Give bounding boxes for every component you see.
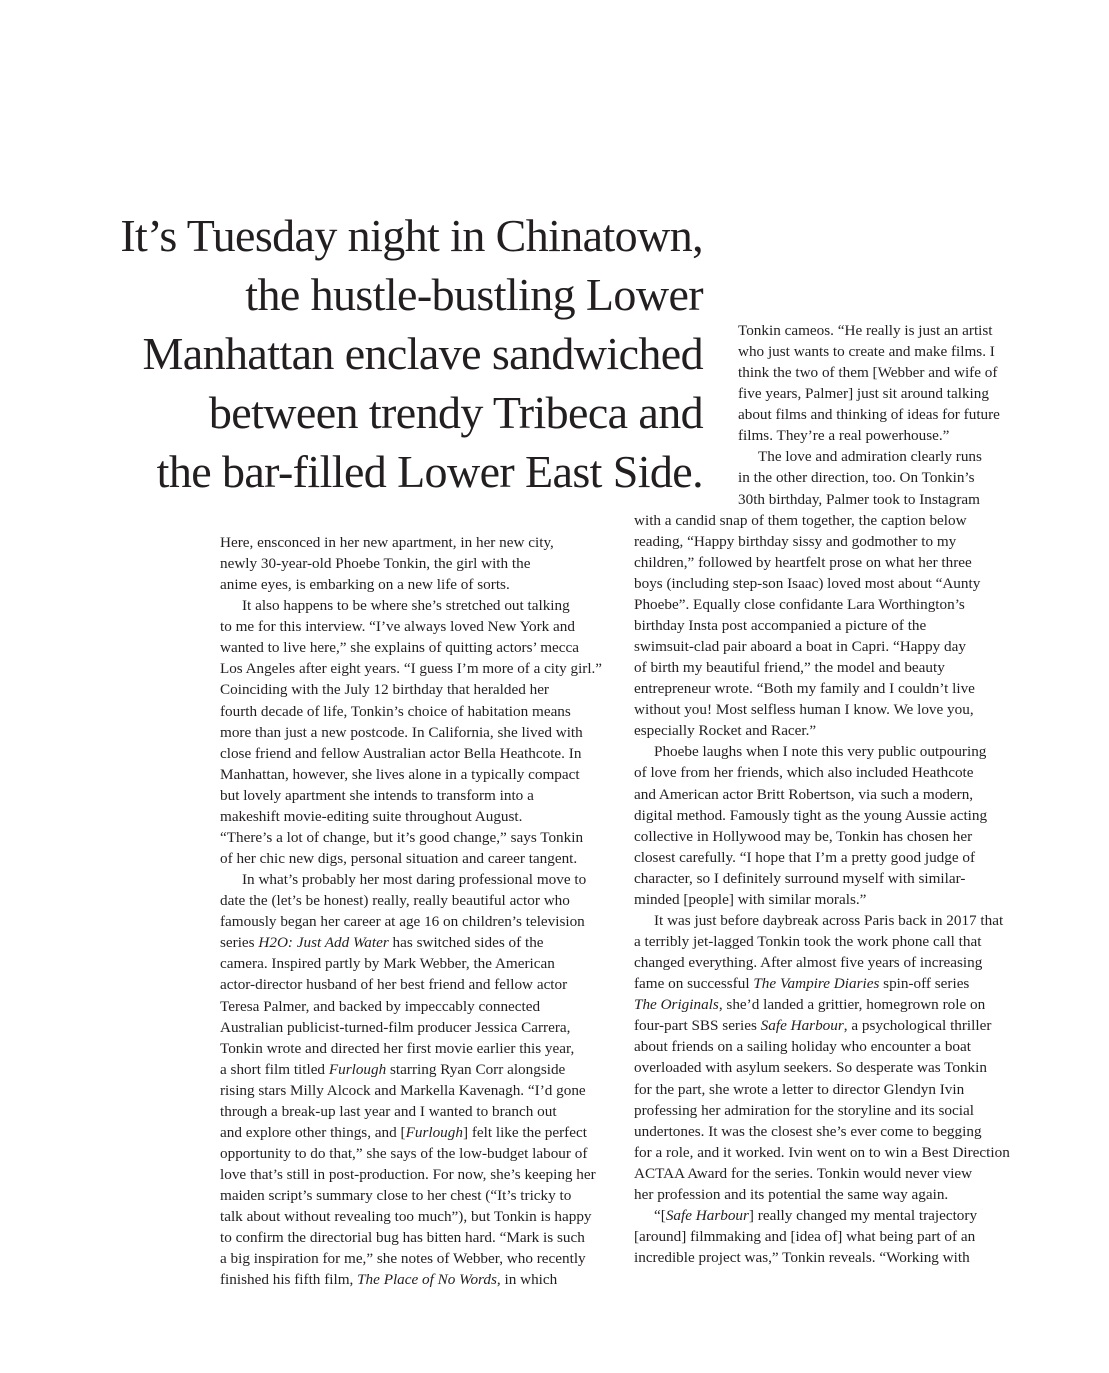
body-text-line: for the part, she wrote a letter to director Glendyn Ivin <box>634 1080 965 1098</box>
body-text-line: to confirm the directorial bug has bitten hard. “Mark is such <box>220 1229 585 1247</box>
body-text-line: Phoebe”. Equally close confidante Lara Worthington’s <box>634 595 965 613</box>
body-text-line: Here, ensconced in her new apartment, in her new city, <box>220 534 554 551</box>
body-text-line: to me for this interview. “I’ve always loved New York and <box>220 618 575 636</box>
body-text-line: for a role, and it worked. Ivin went on to win a Best Direction <box>634 1143 1010 1161</box>
headline-line: Manhattan enclave sandwiched <box>142 328 703 379</box>
headline-line: the hustle-bustling Lower <box>245 269 703 320</box>
body-text-line: closest carefully. “I hope that I’m a pretty good judge of <box>634 848 976 866</box>
body-text-line: It was just before daybreak across Paris back in 2017 that <box>654 911 1004 929</box>
body-text-line: opportunity to do that,” she says of the low-budget labour of <box>220 1145 588 1163</box>
body-text-line: undertones. It was the closest she’s ever come to begging <box>634 1122 982 1140</box>
body-text-line: [around] filmmaking and [idea of] what being part of an <box>634 1228 976 1245</box>
body-text-line: birthday Insta post accompanied a picture of the <box>634 616 927 634</box>
body-text-line: with a candid snap of them together, the caption below <box>634 511 967 529</box>
body-text-line: a terribly jet-lagged Tonkin took the work phone call that <box>634 933 982 951</box>
body-text-line: newly 30-year-old Phoebe Tonkin, the girl with the <box>220 555 531 573</box>
body-text-line: Coinciding with the July 12 birthday that heralded her <box>220 681 549 699</box>
body-text-line: close friend and fellow Australian actor Bella Heathcote. In <box>220 744 582 762</box>
body-text-line: Tonkin cameos. “He really is just an artist <box>738 322 993 339</box>
body-text-line: in the other direction, too. On Tonkin’s <box>738 469 975 487</box>
body-text-line: but lovely apartment she intends to transform into a <box>220 786 534 804</box>
headline-line: the bar-filled Lower East Side. <box>156 446 703 497</box>
body-text-line: through a break-up last year and I wanted to branch out <box>220 1102 557 1120</box>
body-text-line: about films and thinking of ideas for future <box>738 406 1000 424</box>
body-text-line: 30th birthday, Palmer took to Instagram <box>738 490 980 508</box>
body-text-line: a short film titled Furlough starring Ryan Corr alongside <box>220 1060 566 1078</box>
body-text-line: famously began her career at age 16 on children’s television <box>220 913 585 931</box>
body-text-line: swimsuit-clad pair aboard a boat in Capri. “Happy day <box>634 638 966 656</box>
body-text-line: In what’s probably her most daring professional move to <box>242 871 587 889</box>
body-text-line: think the two of them [Webber and wife of <box>738 364 998 382</box>
body-text-line: Tonkin wrote and directed her first movie earlier this year, <box>220 1039 575 1057</box>
body-text-line: fame on successful The Vampire Diaries spin-off series <box>634 975 970 993</box>
body-text-line: The love and admiration clearly runs <box>758 448 982 466</box>
body-text-line: a big inspiration for me,” she notes of Webber, who recently <box>220 1250 586 1268</box>
headline-line: between trendy Tribeca and <box>208 387 703 438</box>
body-text-line: five years, Palmer] just sit around talking <box>738 385 989 403</box>
headline-line: It’s Tuesday night in Chinatown, <box>120 210 703 261</box>
body-text-line: series H2O: Just Add Water has switched sides of the <box>220 934 544 952</box>
body-text-line: changed everything. After almost five years of increasing <box>634 954 983 972</box>
body-text-line: Teresa Palmer, and backed by impeccably connected <box>220 997 541 1015</box>
body-text-line: of birth my beautiful friend,” the model and beauty <box>634 659 945 677</box>
body-text-line: reading, “Happy birthday sissy and godmother to my <box>634 532 957 550</box>
body-text-line: especially Rocket and Racer.” <box>634 722 817 740</box>
body-text-line: and American actor Britt Robertson, via such a modern, <box>634 785 974 803</box>
body-text-line: wanted to live here,” she explains of quitting actors’ mecca <box>220 639 580 657</box>
body-text-line: professing her admiration for the storyline and its social <box>634 1101 974 1119</box>
body-text-line: maiden script’s summary close to her chest (“It’s tricky to <box>220 1187 572 1205</box>
body-text-line: her profession and its potential the same way again. <box>634 1185 949 1203</box>
body-text-line: incredible project was,” Tonkin reveals. “Working with <box>634 1249 970 1267</box>
body-text-line: overloaded with asylum seekers. So desperate was Tonkin <box>634 1059 987 1077</box>
headline <box>120 206 703 501</box>
body-text-line: character, so I definitely surround myself with similar- <box>634 869 966 887</box>
body-text-line: children,” followed by heartfelt prose on what her three <box>634 553 972 571</box>
body-text-line: camera. Inspired partly by Mark Webber, the American <box>220 955 555 973</box>
body-text-line: digital method. Famously tight as the young Aussie acting <box>634 806 988 824</box>
body-text-line: It also happens to be where she’s stretched out talking <box>242 597 570 615</box>
body-text-line: and explore other things, and [Furlough] felt like the perfect <box>220 1123 587 1141</box>
body-text-line: more than just a new postcode. In California, she lived with <box>220 723 583 741</box>
body-text-line: without you! Most selfless human I know. We love you, <box>634 701 974 719</box>
body-text-line: date the (let’s be honest) really, really beautiful actor who <box>220 892 570 910</box>
body-text-line: of love from her friends, which also included Heathcote <box>634 764 974 782</box>
body-text-line: ACTAA Award for the series. Tonkin would never view <box>634 1164 973 1182</box>
body-text-line: of her chic new digs, personal situation and career tangent. <box>220 850 578 868</box>
body-text-line: “[Safe Harbour] really changed my mental trajectory <box>654 1206 978 1224</box>
body-text-line: fourth decade of life, Tonkin’s choice of habitation means <box>220 702 571 720</box>
body-text-line: actor-director husband of her best friend and fellow actor <box>220 976 568 994</box>
body-text-line: The Originals, she’d landed a grittier, homegrown role on <box>634 996 986 1014</box>
body-text-line: about friends on a sailing holiday who encounter a boat <box>634 1038 971 1056</box>
body-text-line: makeshift movie-editing suite throughout August. <box>220 807 523 825</box>
body-text-line: Phoebe laughs when I note this very public outpouring <box>654 743 987 761</box>
body-text-line: entrepreneur wrote. “Both my family and I couldn’t live <box>634 680 975 698</box>
body-text-line: anime eyes, is embarking on a new life of sorts. <box>220 576 510 594</box>
body-text-line: four-part SBS series Safe Harbour, a psychological thriller <box>634 1017 992 1035</box>
body-text-line: Australian publicist-turned-film producer Jessica Carrera, <box>220 1018 571 1036</box>
body-text-line: collective in Hollywood may be, Tonkin has chosen her <box>634 827 973 845</box>
body-text-line: talk about without revealing too much”), but Tonkin is happy <box>220 1208 592 1226</box>
body-text-line: “There’s a lot of change, but it’s good change,” says Tonkin <box>220 828 584 846</box>
body-text-line: who just wants to create and make films. I <box>738 343 995 361</box>
body-text-line: Los Angeles after eight years. “I guess I’m more of a city girl.” <box>220 660 603 678</box>
body-text-line: love that’s still in post-production. For now, she’s keeping her <box>220 1166 596 1184</box>
body-text-line: films. They’re a real powerhouse.” <box>738 427 950 445</box>
body-text-line: rising stars Milly Alcock and Markella Kavenagh. “I’d gone <box>220 1081 586 1099</box>
body-text-line: finished his fifth film, The Place of No Words, in which <box>220 1271 558 1289</box>
body-text-line: minded [people] with similar morals.” <box>634 890 867 908</box>
body-text-line: Manhattan, however, she lives alone in a typically compact <box>220 765 580 783</box>
body-text-line: boys (including step-son Isaac) loved most about “Aunty <box>634 574 981 592</box>
